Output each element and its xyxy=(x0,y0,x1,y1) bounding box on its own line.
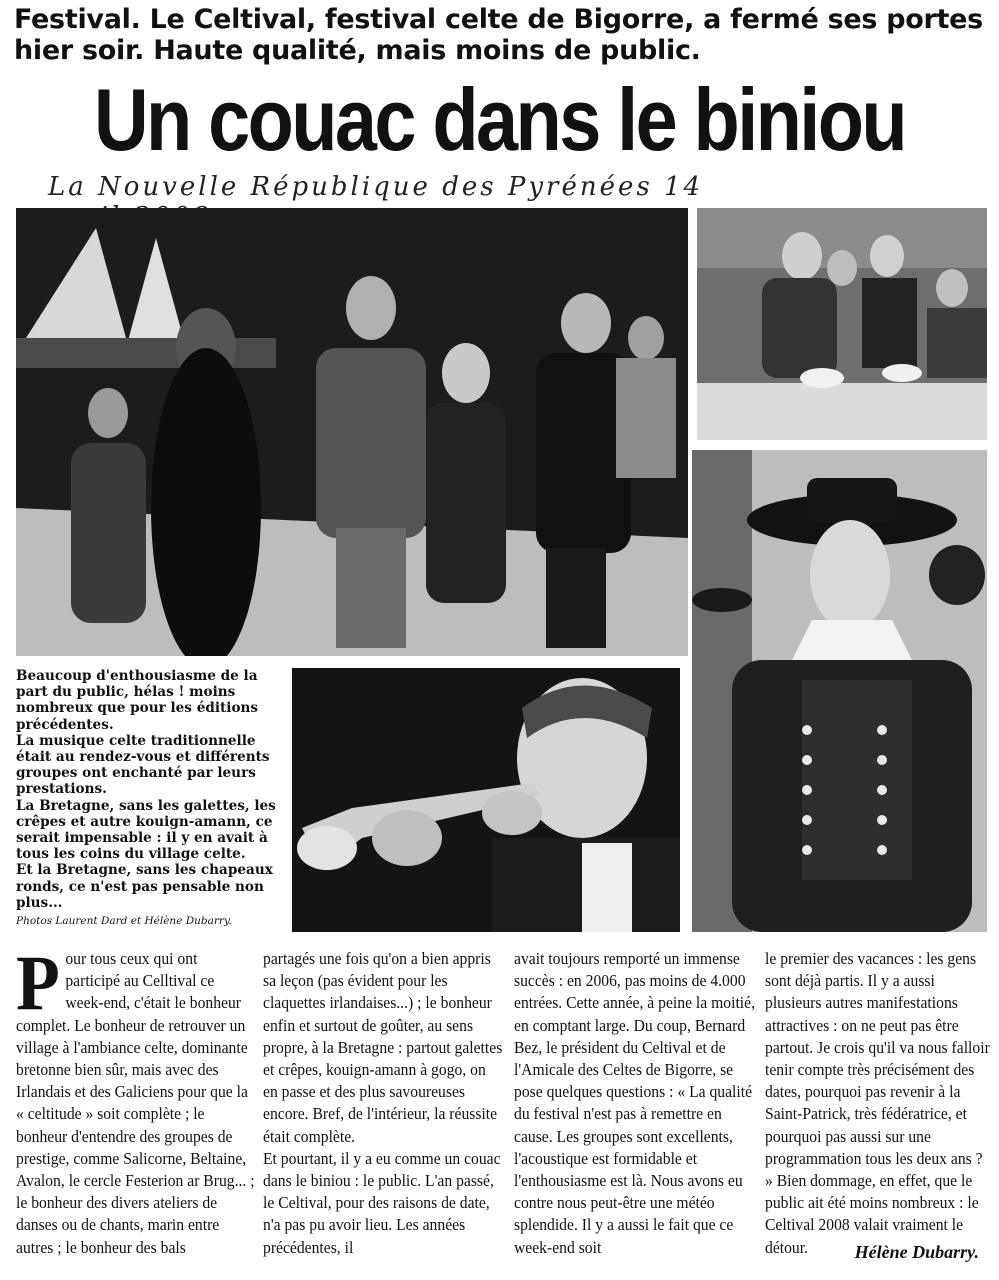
caption-paragraph: La Bretagne, sans les galettes, les crêpes et autre kouign-amann, ce serait impensable : il y en avait à tous les coins du village celte. xyxy=(16,797,276,863)
photo-caption xyxy=(16,668,286,929)
article-column-1 xyxy=(16,939,255,1259)
photo-credit: Photos Laurent Dard et Hélène Dubarry. xyxy=(16,915,232,928)
article-text: avait toujours remporté un immense succès : en 2006, pas moins de 4.000 entrées. Cette année, à peine la moitié, en comptant large. Du coup, Bernard Bez, le président du Celtival et de l'Amicale des Celtes de Bigorre, se pose quelques questions : « La qualité du festival n'est pas à remettre en cause. Les groupes sont excellents, l'acoustique est formidable et l'enthousiasme est là. Nous avons eu contre nous peut-être une météo splendide. Il y a aussi le fait que ce week-end soit xyxy=(514,949,756,1257)
photo-man-with-hat xyxy=(692,450,987,932)
kicker xyxy=(14,4,989,66)
photo-dancers xyxy=(16,208,688,656)
article-column-3 xyxy=(514,948,755,1259)
caption-paragraph: Beaucoup d'enthousiasme de la part du public, hélas ! moins nombreux que pour les éditions précédentes. xyxy=(16,668,259,733)
kicker-text: Le Celtival, festival celte de Bigorre, a fermé ses portes hier soir. Haute qualité, mais moins de public. xyxy=(14,4,983,66)
drop-cap: P xyxy=(16,939,60,1026)
photo-crepe-makers xyxy=(697,208,987,440)
article-text: Et pourtant, il y a eu comme un couac dans le biniou : le public. L'an passé, le Celtival, pour des raisons de date, n'a pas pu avoir lieu. Les années précédentes, il xyxy=(263,1148,501,1257)
caption-paragraph: Et la Bretagne, sans les chapeaux ronds, ce n'est pas pensable non plus... xyxy=(16,862,273,911)
headline: Un couac dans le biniou xyxy=(93,70,906,169)
article-text: partagés une fois qu'on a bien appris sa leçon (pas évident pour les claquettes irlandaises...) ; le bonheur enfin et surtout de goûter, au sens propre, à la Bretagne : partout galettes et crêpes, kouign-amann à gogo, on en passe et des plus savoureuses encore. Bref, de l'intérieur, la réussite était complète. xyxy=(263,949,503,1146)
article-column-2 xyxy=(263,948,504,1259)
article-text: le premier des vacances : les gens sont déjà partis. Il y a aussi plusieurs autres manifestations attractives : on ne peut pas être partout. Je crois qu'il va nous falloir tenir compte très précisément des dates, pourquoi pas revenir à la Saint-Patrick, très fédératrice, et pourquoi pas aussi sur une programmation tous les deux ans ? » Bien dommage, en effet, que le public ait été moins nombreux : le Celtival 2008 valait vraiment le détour. xyxy=(765,949,990,1257)
author-signature: Hélène Dubarry. xyxy=(854,1242,979,1262)
article-column-4 xyxy=(765,948,990,1259)
caption-paragraph: La musique celte traditionnelle était au rendez-vous et différents groupes ont enchanté par leurs prestations. xyxy=(16,732,270,798)
photo-flute-player xyxy=(292,668,680,932)
article-text: our tous ceux qui ont participé au Celltival ce week-end, c'était le bonheur complet. Le bonheur de retrouver un village à l'ambiance celte, dominante bretonne bien sûr, mais avec des Irlandais et des Galiciens pour que la « celtitude » soit complète ; le bonheur d'entendre des groupes de prestige, comme Salicorne, Beltaine, Avalon, le cercle Festerion ar Brug... ; le bonheur des divers ateliers de danses ou de chants, marin entre autres ; le bonheur des bals xyxy=(16,949,255,1257)
source-note: La Nouvelle République des Pyrénées 14 xyxy=(48,172,704,202)
kicker-lead: Festival. xyxy=(14,4,141,35)
